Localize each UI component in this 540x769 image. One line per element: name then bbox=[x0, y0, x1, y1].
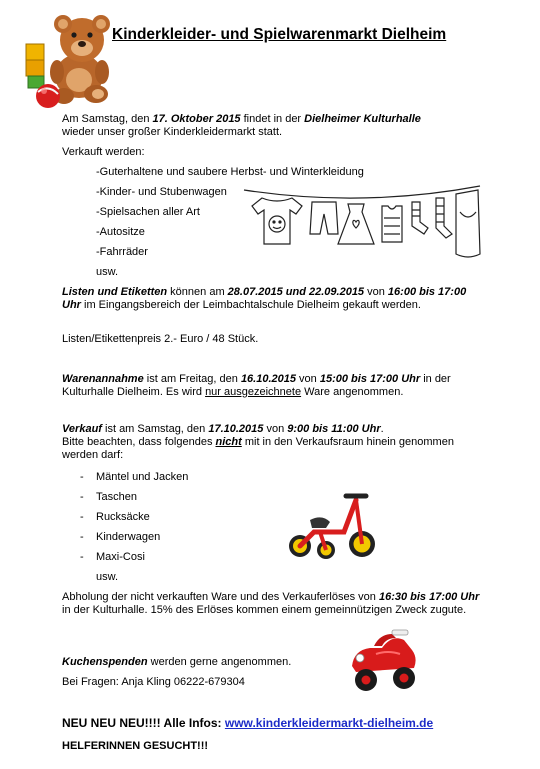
excluded-items-list bbox=[80, 467, 188, 587]
lists-paragraph: Listen und Etiketten können am 28.07.2015 und 22.09.2015 von 16:00 bis 17:00 Uhr im Eingangsbereich der Leimbachtalschule Dielheim gekauft werden. bbox=[62, 286, 467, 311]
news-line: NEU NEU NEU!!!! Alle Infos: www.kinderkleidermarkt-dielheim.de bbox=[62, 716, 434, 730]
tricycle-icon bbox=[286, 488, 382, 564]
list-item: -Kinder- und Stubenwagen bbox=[96, 186, 227, 198]
page-title: Kinderkleider- und Spielwarenmarkt Dielheim bbox=[112, 26, 447, 43]
list-item: -Autositze bbox=[96, 226, 145, 238]
list-item: -Fahrräder bbox=[96, 246, 148, 258]
list-item: - Rucksäcke bbox=[80, 511, 150, 523]
list-item: -Spielsachen aller Art bbox=[96, 206, 200, 218]
acceptance-paragraph: Warenannahme ist am Freitag, den 16.10.2015 von 15:00 bis 17:00 Uhr in der Kulturhalle Dielheim. Es wird nur ausgezeichnete Ware angenommen. bbox=[62, 373, 451, 398]
list-item: - Mäntel und Jacken bbox=[80, 471, 189, 483]
price-text: Listen/Etikettenpreis 2.- Euro / 48 Stück. bbox=[62, 333, 259, 345]
helpers-wanted: HELFERINNEN GESUCHT!!! bbox=[62, 740, 209, 752]
cake-paragraph: Kuchenspenden werden gerne angenommen. bbox=[62, 656, 292, 668]
contact-text: Bei Fragen: Anja Kling 06222-679304 bbox=[62, 676, 245, 688]
clothesline-icon bbox=[242, 182, 482, 266]
sold-heading: Verkauft werden: bbox=[62, 146, 145, 158]
teddy-bear-icon bbox=[24, 14, 116, 110]
list-item: - Kinderwagen bbox=[80, 531, 161, 543]
list-item: usw. bbox=[96, 266, 119, 278]
sale-paragraph: Verkauf ist am Samstag, den 17.10.2015 von 9:00 bis 11:00 Uhr. Bitte beachten, dass folgendes nicht mit in den Verkaufsraum hinein genommen werden darf: bbox=[62, 423, 454, 461]
list-item: -Guterhaltene und saubere Herbst- und Winterkleidung bbox=[96, 166, 364, 178]
bobby-car-icon bbox=[346, 624, 422, 696]
list-item: usw. bbox=[96, 571, 119, 583]
website-link[interactable]: www.kinderkleidermarkt-dielheim.de bbox=[224, 716, 434, 730]
pickup-paragraph: Abholung der nicht verkauften Ware und des Verkauferlöses von 16:30 bis 17:00 Uhr in der Kulturhalle. 15% des Erlöses kommen einem gemeinnützigen Zweck zugute. bbox=[62, 591, 480, 616]
list-item: - Maxi-Cosi bbox=[80, 551, 145, 563]
list-item: - Taschen bbox=[80, 491, 137, 503]
intro-paragraph: Am Samstag, den 17. Oktober 2015 findet in der Dielheimer Kulturhalle wieder unser großer Kinderkleidermarkt statt. bbox=[62, 113, 421, 138]
